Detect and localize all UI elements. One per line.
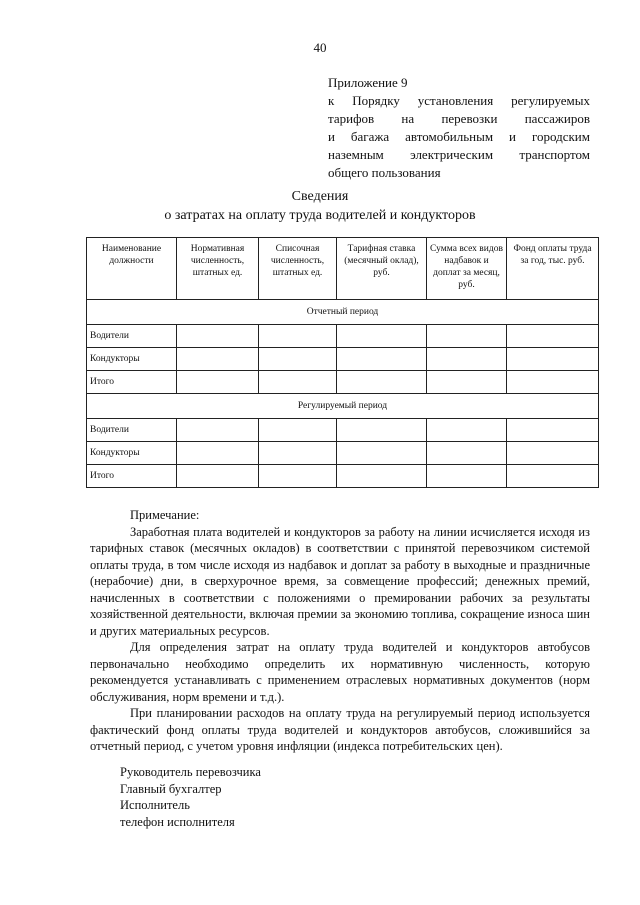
period-label-reporting: Отчетный период xyxy=(87,300,599,325)
signature-line: Главный бухгалтер xyxy=(120,781,222,796)
column-header: Тарифная ставка (месячный оклад), руб. xyxy=(337,238,427,300)
row-label: Кондукторы xyxy=(87,442,177,465)
column-header: Сумма всех видов надбавок и доплат за месяц, руб. xyxy=(427,238,507,300)
row-label: Кондукторы xyxy=(87,348,177,371)
table-cell xyxy=(507,419,599,442)
title-line: Сведения xyxy=(291,189,349,204)
appendix-line: к Порядку установления регулируемых xyxy=(328,93,590,108)
note-paragraph: При планировании расходов на оплату труда на регулируемый период используется фактический фонд оплаты труда водителей и кондукторов автобусов, сложившийся за отчетный период, с учетом уровня инфляции (индекса потребительских цен). xyxy=(90,706,590,753)
title-line: о затратах на оплату труда водителей и кондукторов xyxy=(164,208,476,223)
column-header: Фонд оплаты труда за год, тыс. руб. xyxy=(507,238,599,300)
table-row xyxy=(87,419,599,442)
signature-line: Руководитель перевозчика xyxy=(120,765,261,779)
table-cell xyxy=(337,419,427,442)
labor-costs-table xyxy=(86,237,599,488)
table-row xyxy=(87,442,599,465)
table-cell xyxy=(337,465,427,488)
row-label: Водители xyxy=(87,419,177,442)
row-label: Итого xyxy=(87,371,177,394)
table-row xyxy=(87,371,599,394)
table-cell xyxy=(259,465,337,488)
table-cell xyxy=(507,442,599,465)
table-cell xyxy=(337,442,427,465)
table-cell xyxy=(259,325,337,348)
table-cell xyxy=(177,419,259,442)
row-label: Итого xyxy=(87,465,177,488)
table-cell xyxy=(259,348,337,371)
table-cell xyxy=(177,442,259,465)
table-cell xyxy=(259,371,337,394)
table-cell xyxy=(337,325,427,348)
signature-block xyxy=(120,764,261,830)
note-section xyxy=(90,507,590,755)
note-title: Примечание: xyxy=(130,508,200,522)
table-cell xyxy=(427,371,507,394)
table-cell xyxy=(177,348,259,371)
appendix-line: тарифов на перевозки пассажиров xyxy=(328,111,590,126)
column-header: Списочная численность, штатных ед. xyxy=(259,238,337,300)
page-number: 40 xyxy=(313,40,327,55)
table-cell xyxy=(259,442,337,465)
note-paragraph: Для определения затрат на оплату труда водителей и кондукторов автобусов первоначально необходимо определить их нормативную численность, которую рекомендуется устанавливать с применением отраслевых нормативных документов (норм обслуживания, норм времени и т.д.). xyxy=(90,640,590,704)
table-cell xyxy=(177,465,259,488)
appendix-line: общего пользования xyxy=(328,165,441,180)
table-cell xyxy=(427,348,507,371)
period-label-regulated: Регулируемый период xyxy=(87,394,599,419)
table-cell xyxy=(427,325,507,348)
document-title xyxy=(0,187,640,225)
table-row xyxy=(87,348,599,371)
table-row xyxy=(87,325,599,348)
period-row xyxy=(87,300,599,325)
appendix-line: и багажа автомобильным и городским xyxy=(328,129,590,144)
table-cell xyxy=(259,419,337,442)
signature-line: Исполнитель xyxy=(120,798,190,812)
period-row xyxy=(87,394,599,419)
table-cell xyxy=(427,419,507,442)
table-header-row xyxy=(87,238,599,300)
table-cell xyxy=(337,371,427,394)
column-header: Наименование должности xyxy=(87,238,177,300)
table-cell xyxy=(177,325,259,348)
table-cell xyxy=(507,348,599,371)
table-cell xyxy=(507,371,599,394)
table-cell xyxy=(427,442,507,465)
table-row xyxy=(87,465,599,488)
appendix-line: Приложение 9 xyxy=(328,75,408,90)
table-cell xyxy=(427,465,507,488)
appendix-line: наземным электрическим транспортом xyxy=(328,147,590,162)
column-header: Нормативная численность, штатных ед. xyxy=(177,238,259,300)
signature-line: телефон исполнителя xyxy=(120,814,235,829)
table-cell xyxy=(337,348,427,371)
appendix-header xyxy=(328,74,590,182)
note-paragraph: Заработная плата водителей и кондукторов за работу на линии исчисляется исходя из тарифных ставок (месячных окладов) в соответствии с принятой перевозчиком системой оплаты труда, в том числе исходя из надбавок и доплат за работу в выходные и праздничные (нерабочие) дни, в сверхурочное время, за совмещение профессий; денежных премий, начисленных в соответствии с положениями о премировании рабочих за результаты хозяйственной деятельности, включая премии за экономию топлива, сокращение износа шин и других материальных ресурсов. xyxy=(90,524,590,638)
table-cell xyxy=(507,465,599,488)
table-cell xyxy=(177,371,259,394)
row-label: Водители xyxy=(87,325,177,348)
table-cell xyxy=(507,325,599,348)
